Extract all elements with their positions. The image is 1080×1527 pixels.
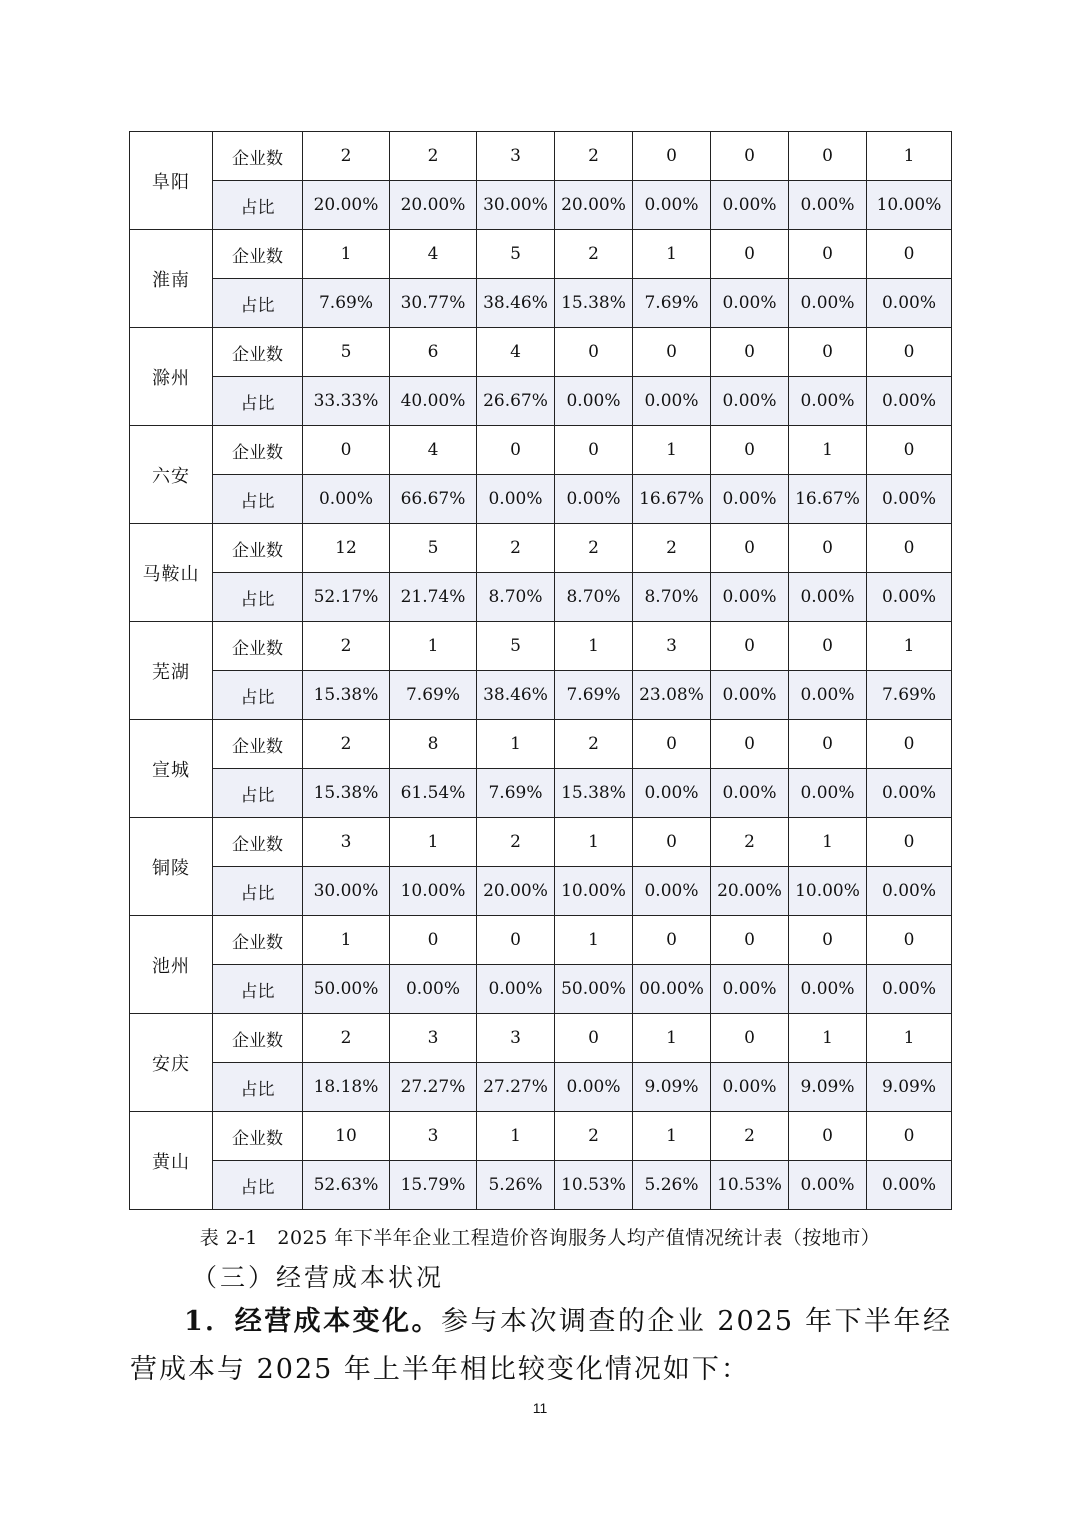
count-value-cell: 5 [477,622,555,671]
ratio-value-cell: 0.00% [390,965,477,1014]
ratio-value-cell: 26.67% [477,377,555,426]
count-value-cell: 4 [477,328,555,377]
ratio-value-cell: 0.00% [633,377,711,426]
ratio-value-cell: 7.69% [477,769,555,818]
count-value-cell: 1 [789,426,867,475]
ratio-value-cell: 10.00% [555,867,633,916]
table-row [130,524,952,573]
city-name-cell: 阜阳 [130,132,213,230]
statistics-table [129,131,952,1210]
table-row [130,1161,952,1210]
ratio-value-cell: 16.67% [633,475,711,524]
ratio-value-cell: 0.00% [711,377,789,426]
count-label-cell: 企业数 [213,524,303,573]
count-value-cell: 1 [867,132,952,181]
count-value-cell: 4 [390,230,477,279]
count-value-cell: 1 [303,916,390,965]
ratio-value-cell: 20.00% [477,867,555,916]
ratio-value-cell: 20.00% [303,181,390,230]
table-row [130,916,952,965]
ratio-value-cell: 15.38% [303,671,390,720]
ratio-value-cell: 18.18% [303,1063,390,1112]
count-value-cell: 3 [633,622,711,671]
ratio-value-cell: 15.38% [555,769,633,818]
ratio-value-cell: 7.69% [303,279,390,328]
ratio-value-cell: 20.00% [555,181,633,230]
table-row [130,475,952,524]
count-value-cell: 1 [390,818,477,867]
count-label-cell: 企业数 [213,328,303,377]
count-value-cell: 12 [303,524,390,573]
ratio-value-cell: 0.00% [555,475,633,524]
table-row [130,965,952,1014]
count-value-cell: 0 [789,916,867,965]
ratio-label-cell: 占比 [213,475,303,524]
count-value-cell: 0 [633,132,711,181]
ratio-value-cell: 0.00% [789,671,867,720]
table-row [130,181,952,230]
ratio-value-cell: 0.00% [789,769,867,818]
count-value-cell: 0 [711,328,789,377]
count-value-cell: 1 [477,720,555,769]
ratio-value-cell: 9.09% [789,1063,867,1112]
ratio-value-cell: 15.38% [303,769,390,818]
ratio-value-cell: 0.00% [789,377,867,426]
count-value-cell: 3 [390,1112,477,1161]
ratio-label-cell: 占比 [213,279,303,328]
table-row [130,230,952,279]
ratio-value-cell: 8.70% [477,573,555,622]
ratio-value-cell: 0.00% [867,1161,952,1210]
ratio-value-cell: 0.00% [789,1161,867,1210]
count-value-cell: 5 [477,230,555,279]
ratio-value-cell: 0.00% [711,573,789,622]
count-value-cell: 5 [303,328,390,377]
count-value-cell: 0 [633,328,711,377]
ratio-value-cell: 0.00% [867,769,952,818]
count-value-cell: 0 [711,720,789,769]
table-row [130,720,952,769]
ratio-label-cell: 占比 [213,671,303,720]
count-value-cell: 2 [555,1112,633,1161]
count-value-cell: 2 [390,132,477,181]
city-name-cell: 滁州 [130,328,213,426]
ratio-value-cell: 8.70% [555,573,633,622]
ratio-value-cell: 0.00% [711,671,789,720]
ratio-value-cell: 50.00% [555,965,633,1014]
ratio-value-cell: 15.38% [555,279,633,328]
table-row [130,1014,952,1063]
count-value-cell: 2 [303,622,390,671]
ratio-value-cell: 21.74% [390,573,477,622]
ratio-value-cell: 0.00% [711,181,789,230]
count-value-cell: 1 [867,622,952,671]
count-value-cell: 6 [390,328,477,377]
count-value-cell: 0 [789,720,867,769]
count-value-cell: 2 [303,720,390,769]
city-name-cell: 黄山 [130,1112,213,1210]
ratio-value-cell: 0.00% [303,475,390,524]
count-label-cell: 企业数 [213,622,303,671]
paragraph-text: 参与本次调查的企业 2025 年下半年经营成本与 2025 年上半年相比较变化情况如下： [130,1306,952,1385]
count-value-cell: 1 [633,1112,711,1161]
ratio-value-cell: 10.53% [711,1161,789,1210]
ratio-value-cell: 0.00% [867,279,952,328]
count-value-cell: 0 [789,132,867,181]
count-value-cell: 10 [303,1112,390,1161]
count-value-cell: 0 [789,1112,867,1161]
ratio-value-cell: 00.00% [633,965,711,1014]
count-value-cell: 2 [477,524,555,573]
count-value-cell: 2 [711,818,789,867]
count-value-cell: 2 [555,132,633,181]
ratio-label-cell: 占比 [213,867,303,916]
table-row [130,426,952,475]
count-label-cell: 企业数 [213,818,303,867]
count-label-cell: 企业数 [213,132,303,181]
ratio-value-cell: 20.00% [711,867,789,916]
ratio-value-cell: 0.00% [711,475,789,524]
ratio-value-cell: 0.00% [633,181,711,230]
ratio-label-cell: 占比 [213,965,303,1014]
ratio-value-cell: 52.63% [303,1161,390,1210]
count-value-cell: 0 [867,328,952,377]
count-value-cell: 0 [867,230,952,279]
count-value-cell: 0 [711,1014,789,1063]
count-value-cell: 0 [711,132,789,181]
count-value-cell: 0 [555,426,633,475]
count-value-cell: 5 [390,524,477,573]
ratio-value-cell: 10.00% [390,867,477,916]
city-name-cell: 六安 [130,426,213,524]
count-label-cell: 企业数 [213,426,303,475]
count-value-cell: 0 [711,622,789,671]
table-row [130,279,952,328]
count-value-cell: 0 [789,622,867,671]
ratio-value-cell: 0.00% [789,965,867,1014]
count-value-cell: 1 [789,818,867,867]
ratio-value-cell: 10.53% [555,1161,633,1210]
ratio-value-cell: 7.69% [633,279,711,328]
table-row [130,1063,952,1112]
count-value-cell: 1 [633,230,711,279]
ratio-value-cell: 0.00% [789,279,867,328]
ratio-value-cell: 33.33% [303,377,390,426]
count-value-cell: 2 [477,818,555,867]
count-value-cell: 8 [390,720,477,769]
count-value-cell: 0 [633,818,711,867]
count-value-cell: 2 [711,1112,789,1161]
count-value-cell: 3 [390,1014,477,1063]
ratio-value-cell: 7.69% [555,671,633,720]
count-value-cell: 4 [390,426,477,475]
ratio-value-cell: 0.00% [867,573,952,622]
ratio-value-cell: 0.00% [711,769,789,818]
count-value-cell: 2 [555,230,633,279]
ratio-value-cell: 30.00% [303,867,390,916]
ratio-value-cell: 9.09% [633,1063,711,1112]
count-value-cell: 3 [303,818,390,867]
ratio-value-cell: 38.46% [477,279,555,328]
count-value-cell: 1 [303,230,390,279]
ratio-value-cell: 15.79% [390,1161,477,1210]
count-value-cell: 2 [555,720,633,769]
count-value-cell: 1 [390,622,477,671]
ratio-value-cell: 5.26% [477,1161,555,1210]
ratio-value-cell: 0.00% [477,965,555,1014]
ratio-value-cell: 0.00% [711,1063,789,1112]
table-row [130,132,952,181]
ratio-label-cell: 占比 [213,769,303,818]
count-label-cell: 企业数 [213,1112,303,1161]
count-value-cell: 0 [867,720,952,769]
count-value-cell: 0 [711,230,789,279]
table-row [130,573,952,622]
count-value-cell: 1 [867,1014,952,1063]
table-row [130,328,952,377]
ratio-value-cell: 20.00% [390,181,477,230]
ratio-value-cell: 0.00% [633,769,711,818]
ratio-value-cell: 9.09% [867,1063,952,1112]
ratio-value-cell: 38.46% [477,671,555,720]
ratio-value-cell: 0.00% [867,965,952,1014]
city-name-cell: 安庆 [130,1014,213,1112]
count-value-cell: 0 [555,1014,633,1063]
ratio-value-cell: 16.67% [789,475,867,524]
table-row [130,818,952,867]
count-value-cell: 0 [633,720,711,769]
count-value-cell: 0 [867,426,952,475]
count-label-cell: 企业数 [213,230,303,279]
city-name-cell: 芜湖 [130,622,213,720]
count-value-cell: 0 [789,328,867,377]
ratio-value-cell: 23.08% [633,671,711,720]
ratio-value-cell: 61.54% [390,769,477,818]
table-row [130,671,952,720]
count-value-cell: 2 [303,1014,390,1063]
ratio-value-cell: 0.00% [711,965,789,1014]
section-heading: （三）经营成本状况 [192,1263,445,1292]
ratio-value-cell: 0.00% [555,377,633,426]
ratio-value-cell: 40.00% [390,377,477,426]
ratio-value-cell: 0.00% [711,279,789,328]
count-value-cell: 0 [867,524,952,573]
ratio-value-cell: 30.77% [390,279,477,328]
count-value-cell: 0 [711,426,789,475]
count-value-cell: 1 [633,426,711,475]
table-caption: 表 2-1 2025 年下半年企业工程造价咨询服务人均产值情况统计表（按地市） [199,1227,881,1249]
count-value-cell: 0 [477,426,555,475]
ratio-value-cell: 0.00% [789,573,867,622]
ratio-value-cell: 0.00% [789,181,867,230]
ratio-label-cell: 占比 [213,1161,303,1210]
ratio-value-cell: 5.26% [633,1161,711,1210]
count-value-cell: 2 [303,132,390,181]
ratio-value-cell: 10.00% [867,181,952,230]
ratio-value-cell: 0.00% [867,377,952,426]
count-value-cell: 1 [633,1014,711,1063]
count-value-cell: 1 [555,916,633,965]
count-value-cell: 1 [555,622,633,671]
ratio-value-cell: 7.69% [867,671,952,720]
count-value-cell: 0 [477,916,555,965]
count-value-cell: 3 [477,1014,555,1063]
count-value-cell: 0 [867,1112,952,1161]
count-value-cell: 0 [867,916,952,965]
count-label-cell: 企业数 [213,1014,303,1063]
count-value-cell: 1 [477,1112,555,1161]
ratio-value-cell: 27.27% [390,1063,477,1112]
count-value-cell: 0 [303,426,390,475]
count-value-cell: 0 [789,230,867,279]
ratio-label-cell: 占比 [213,1063,303,1112]
count-value-cell: 2 [633,524,711,573]
ratio-label-cell: 占比 [213,181,303,230]
ratio-value-cell: 8.70% [633,573,711,622]
ratio-value-cell: 66.67% [390,475,477,524]
ratio-value-cell: 7.69% [390,671,477,720]
count-value-cell: 3 [477,132,555,181]
table-row [130,622,952,671]
ratio-value-cell: 0.00% [867,475,952,524]
ratio-value-cell: 30.00% [477,181,555,230]
city-name-cell: 铜陵 [130,818,213,916]
count-value-cell: 1 [555,818,633,867]
ratio-value-cell: 0.00% [555,1063,633,1112]
ratio-value-cell: 27.27% [477,1063,555,1112]
count-label-cell: 企业数 [213,916,303,965]
count-value-cell: 0 [390,916,477,965]
body-paragraph [130,1298,952,1394]
table-row [130,769,952,818]
count-value-cell: 1 [789,1014,867,1063]
city-name-cell: 淮南 [130,230,213,328]
count-value-cell: 2 [555,524,633,573]
count-label-cell: 企业数 [213,720,303,769]
table-row [130,377,952,426]
count-value-cell: 0 [789,524,867,573]
table-body [130,132,952,1210]
ratio-value-cell: 50.00% [303,965,390,1014]
table-row [130,1112,952,1161]
table-row [130,867,952,916]
ratio-value-cell: 0.00% [867,867,952,916]
city-name-cell: 池州 [130,916,213,1014]
count-value-cell: 0 [711,524,789,573]
page-number: 11 [532,1400,548,1416]
ratio-value-cell: 10.00% [789,867,867,916]
city-name-cell: 宣城 [130,720,213,818]
ratio-value-cell: 52.17% [303,573,390,622]
count-value-cell: 0 [711,916,789,965]
count-value-cell: 0 [555,328,633,377]
ratio-label-cell: 占比 [213,377,303,426]
ratio-value-cell: 0.00% [633,867,711,916]
paragraph-lead: 1．经营成本变化。 [184,1306,442,1337]
count-value-cell: 0 [633,916,711,965]
count-value-cell: 0 [867,818,952,867]
city-name-cell: 马鞍山 [130,524,213,622]
ratio-value-cell: 0.00% [477,475,555,524]
ratio-label-cell: 占比 [213,573,303,622]
